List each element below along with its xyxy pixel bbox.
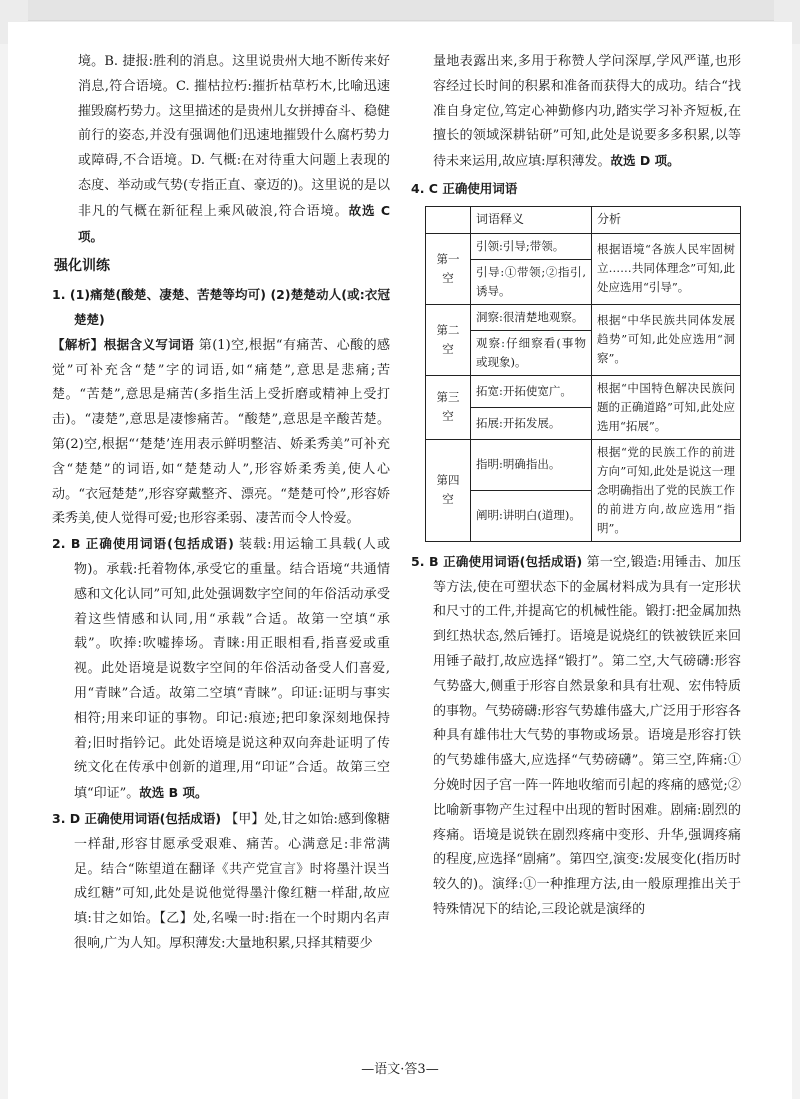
top-strip bbox=[28, 0, 774, 21]
page-footer: —语文·答3— bbox=[361, 1062, 439, 1077]
analysis-cell: 根据语境“各族人民牢固树立……共同体理念”可知,此处应选用“引导”。 bbox=[592, 233, 741, 304]
q3-continuation bbox=[411, 50, 741, 175]
q2-body: 装载:用运输工具载(人或物)。承载:托着物体,承受它的重量。结合语境“共通情感和文化认同”可知,此处强调数字空间的年俗活动承受着这些情感和认同,用“承载”合适。故第一空填“承载”。吹捧:吹嘘捧场。青睐:用正眼相看,指喜爱或重视。此处语境是说数字空间的年俗活动备受人们喜爱,用“青睐”合适。故第二空填“青睐”。印证:证明与事实相符;用来印证的事物。印记:痕迹;把印象深刻地保持着;旧时指钤记。此处语境是说这种双向奔赴证明了传统文化在传承中创新的道理,用“印证”合适。故第三空填“印证”。 bbox=[74, 537, 390, 802]
q3-cont-text: 量地表露出来,多用于称赞人学问深厚,学风严谨,也形容经过长时间的积累和准备而获得大的成功。结合“找准自身定位,笃定心神勤修内功,踏实学习补齐短板,在擅长的领域深耕钻研”可知,此处是说要多多积累,以等待未来运用,故应填:厚积薄发。 bbox=[433, 54, 741, 170]
q4-answer: 4. C 正确使用词语 bbox=[411, 180, 518, 196]
q1-tag: 【解析】根据含义写词语 bbox=[52, 336, 195, 352]
q3-answer: 3. D 正确使用词语(包括成语) bbox=[52, 810, 222, 826]
option-analysis-paragraph bbox=[52, 50, 390, 250]
table-row bbox=[426, 439, 741, 490]
q3-conclusion: 故选 D 项。 bbox=[610, 153, 680, 169]
q2-conclusion: 故选 B 项。 bbox=[139, 785, 208, 801]
definition-cell: 拓展:开拓发展。 bbox=[471, 407, 592, 439]
table-header-row bbox=[426, 206, 741, 233]
analysis-cell: 根据“中国特色解决民族问题的正确道路”可知,此处应选用“拓展”。 bbox=[592, 375, 741, 439]
option-analysis-text: 境。B. 捷报:胜利的消息。这里说贵州大地不断传来好消息,符合语境。C. 摧枯拉朽:摧折枯草朽木,比喻迅速摧毁腐朽势力。这里描述的是贵州儿女拼搏奋斗、稳健前行的姿态,并没有强调他们迅速地摧毁什么腐朽势力或障碍,不合语境。D. 气概:在对待重大问题上表现的态度、举动或气势(专指正直、豪迈的)。这里说的是以非凡的气概在新征程上乘风破浪,符合语境。 bbox=[78, 54, 391, 219]
q3-explanation bbox=[52, 807, 390, 957]
q3-body: 【甲】处,甘之如饴:感到像糖一样甜,形容甘愿承受艰难、痛苦。心满意足:非常满足。结合“陈望道在翻译《共产党宣言》时将墨汁误当成红糖”可知,此处是说他觉得墨汁像红糖一样甜,故应填:甘之如饴。【乙】处,名噪一时:指在一个时期内名声很响,广为人知。厚积薄发:大量地积累,只择其精要少 bbox=[74, 811, 390, 951]
q1-answer: 1. (1)痛楚(酸楚、凄楚、苦楚等均可) (2)楚楚动人(或:衣冠楚楚) bbox=[52, 287, 390, 327]
answer-conclusion: 故选 C 项。 bbox=[78, 202, 391, 244]
section-title: 强化训练 bbox=[54, 258, 110, 275]
q1-explanation bbox=[52, 333, 390, 532]
left-column bbox=[52, 50, 390, 957]
header-analysis: 分析 bbox=[592, 206, 741, 233]
table-row bbox=[426, 233, 741, 259]
definition-cell: 观察:仔细察看(事物或现象)。 bbox=[471, 330, 592, 375]
q5-body: 第一空,锻造:用锤击、加压等方法,使在可塑状态下的金属材料成为具有一定形状和尺寸的工件,并提高它的机械性能。锻打:把金属加热到红热状态,然后锤打。语境是说烧红的铁被铁匠来回用锤子敲打,故应选择“锻打”。第二空,大气磅礴:形容气势盛大,侧重于形容自然景象和具有壮观、宏伟特质的事物。气势磅礴:形容气势雄伟盛大,广泛用于形容各种具有雄伟壮大气势的事物或场景。语境是形容打铁的气势雄伟盛大,应选择“气势磅礴”。第三空,阵痛:①分娩时因子宫一阵一阵地收缩而引起的疼痛的感觉;②比喻新事物产生过程中出现的暂时困难。剧痛:剧烈的疼痛。语境是说铁在剧烈疼痛中变形、升华,强调疼痛的程度,应选择“剧痛”。第四空,演变:发展变化(指历时较久的)。演绎:①一种推理方法,由一般原理推出关于特殊情况下的结论,三段论就是演绎的 bbox=[433, 554, 741, 917]
definition-cell: 指明:明确指出。 bbox=[471, 439, 592, 490]
table-row bbox=[426, 304, 741, 330]
definition-cell: 洞察:很清楚地观察。 bbox=[471, 304, 592, 330]
q5-answer: 5. B 正确使用词语(包括成语) bbox=[411, 553, 583, 569]
slot-label: 第二空 bbox=[426, 304, 471, 375]
q1-body: 第(1)空,根据“有痛苦、心酸的感觉”可补充含“楚”字的词语,如“痛楚”,意思是悲痛;苦楚。“苦楚”,意思是痛苦(多指生活上受折磨或精神上受打击)。“凄楚”,意思是凄惨痛苦。“酸楚”,意思是辛酸苦楚。第(2)空,根据“‘楚楚’连用表示鲜明整洁、娇柔秀美”可补充含“楚楚”的词语,如“楚楚动人”,形容娇柔秀美,使人心动。“衣冠楚楚”,形容穿戴整齐、漂亮。“楚楚可怜”,形容娇柔秀美,使人觉得可爱;也形容柔弱、凄苦而令人怜爱。 bbox=[52, 337, 390, 527]
q2-explanation bbox=[52, 532, 390, 807]
definition-cell: 阐明:讲明白(道理)。 bbox=[471, 490, 592, 541]
header-definition: 词语释义 bbox=[471, 206, 592, 233]
word-table-wrapper bbox=[425, 206, 741, 542]
slot-label: 第一空 bbox=[426, 233, 471, 304]
analysis-cell: 根据“党的民族工作的前进方向”可知,此处是说这一理念明确指出了党的民族工作的前进方向,故应选用“指明”。 bbox=[592, 439, 741, 541]
definition-cell: 引导:①带领;②指引,诱导。 bbox=[471, 259, 592, 304]
header-blank bbox=[426, 206, 471, 233]
table-row bbox=[426, 375, 741, 407]
word-analysis-table bbox=[425, 206, 741, 542]
definition-cell: 引领:引导;带领。 bbox=[471, 233, 592, 259]
right-column bbox=[411, 50, 741, 923]
slot-label: 第四空 bbox=[426, 439, 471, 541]
q2-answer: 2. B 正确使用词语(包括成语) bbox=[52, 536, 234, 552]
definition-cell: 拓宽:开拓使宽广。 bbox=[471, 375, 592, 407]
slot-label: 第三空 bbox=[426, 375, 471, 439]
q5-explanation bbox=[411, 550, 741, 923]
analysis-cell: 根据“中华民族共同体发展趋势”可知,此处应选用“洞察”。 bbox=[592, 304, 741, 375]
